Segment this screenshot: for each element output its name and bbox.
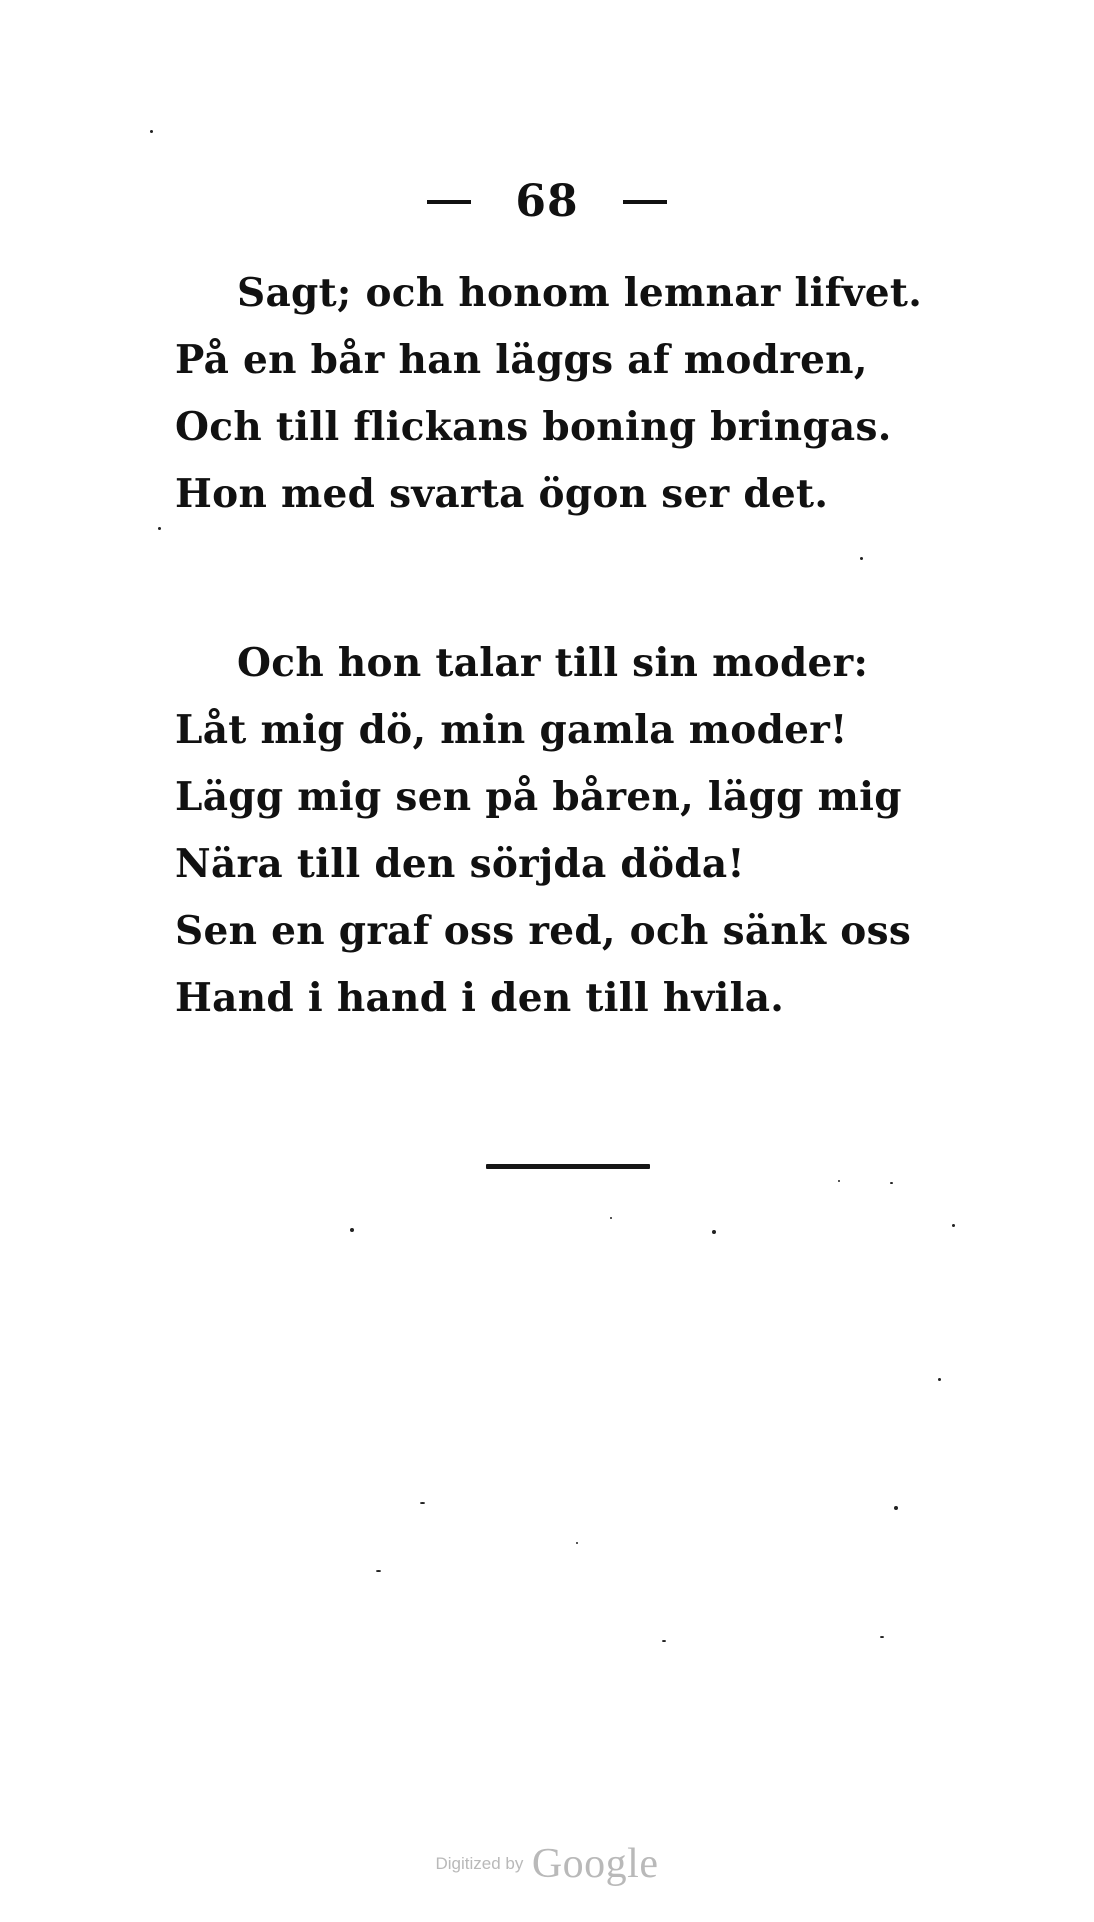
verse-line: Och hon talar till sin moder:	[237, 640, 869, 686]
print-speck	[662, 1640, 666, 1642]
print-speck	[576, 1542, 578, 1544]
stanza-1	[175, 260, 935, 528]
dash-right	[623, 200, 667, 204]
verse-line: Och till flickans boning bringas.	[175, 404, 892, 450]
verse-line: Sen en graf oss red, och sänk oss	[175, 908, 912, 954]
print-speck	[158, 527, 161, 530]
google-logo: Google	[531, 1841, 659, 1887]
print-speck	[938, 1378, 941, 1381]
watermark-prefix: Digitized by	[435, 1854, 524, 1873]
print-speck	[890, 1182, 893, 1184]
print-speck	[376, 1570, 381, 1572]
page-number-header	[0, 176, 1094, 227]
verse-line: Låt mig dö, min gamla moder!	[175, 707, 848, 753]
verse-line: På en bår han läggs af modren,	[175, 337, 868, 383]
print-speck	[712, 1230, 716, 1234]
print-speck	[610, 1217, 612, 1219]
verse-line: Nära till den sörjda döda!	[175, 841, 745, 887]
verse-line: Hand i hand i den till hvila.	[175, 975, 785, 1021]
print-speck	[350, 1228, 354, 1232]
print-speck	[860, 557, 863, 560]
print-speck	[880, 1636, 884, 1638]
end-divider	[486, 1164, 650, 1169]
verse-line: Lägg mig sen på båren, lägg mig	[175, 774, 902, 820]
verse-line: Hon med svarta ögon ser det.	[175, 471, 829, 517]
digitized-by-google-watermark	[0, 1840, 1094, 1888]
page-number: 68	[515, 176, 579, 227]
print-speck	[894, 1506, 898, 1510]
verse-line: Sagt; och honom lemnar lifvet.	[237, 270, 923, 316]
print-speck	[838, 1180, 840, 1182]
print-speck	[420, 1502, 425, 1504]
print-speck	[952, 1224, 955, 1227]
stanza-2	[175, 630, 935, 1032]
print-speck	[150, 130, 153, 133]
dash-left	[427, 200, 471, 204]
